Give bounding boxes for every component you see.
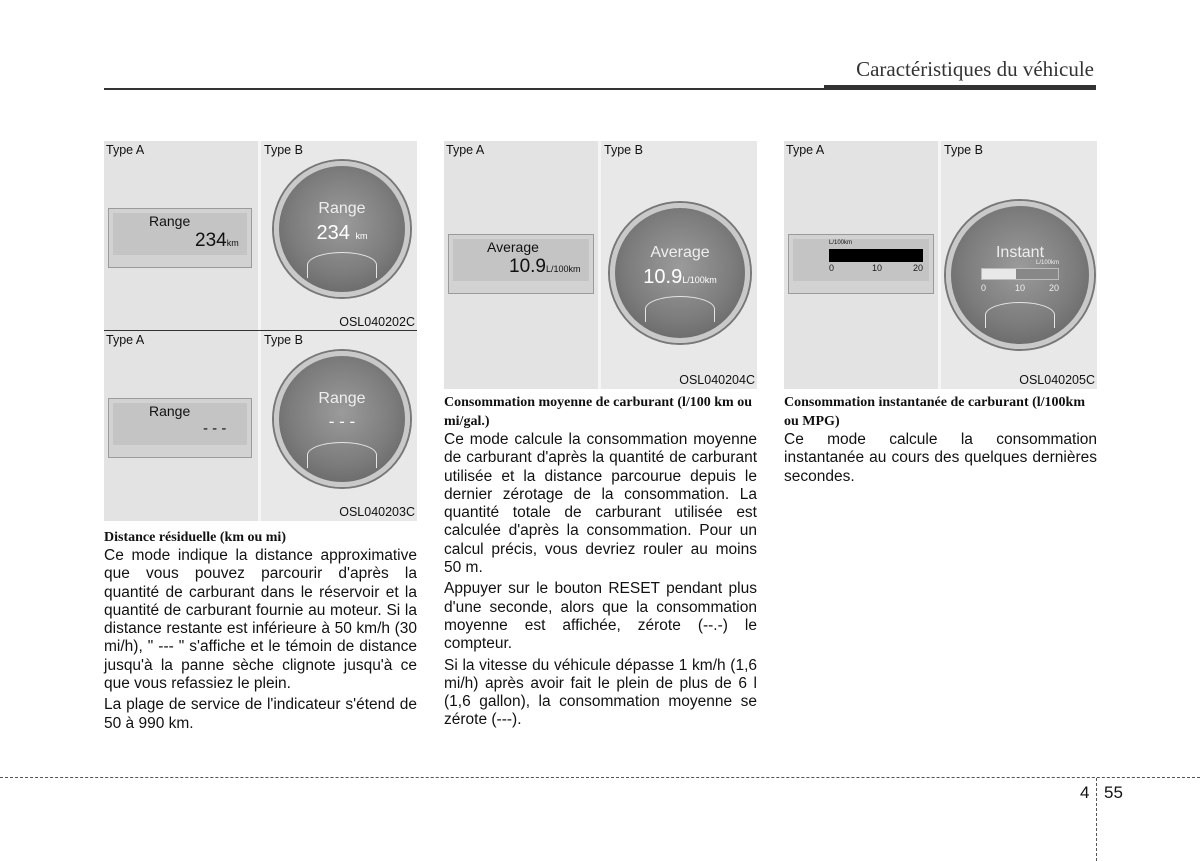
type-a-label: Type A <box>106 143 145 157</box>
figure-instant <box>784 141 1097 389</box>
dial-bar-fill <box>982 269 1016 279</box>
column-instant <box>784 141 1097 486</box>
figure-code: OSL040202C <box>339 315 415 329</box>
dial-gauge <box>610 203 750 343</box>
dial-arc <box>307 252 377 278</box>
section-average <box>444 393 757 730</box>
section-title: Consommation instantanée de carburant (l/100km ou MPG) <box>784 395 1086 429</box>
lcd-display <box>108 208 252 268</box>
chapter-number: 4 <box>1080 783 1090 802</box>
header-rule <box>104 88 1096 90</box>
type-a-label: Type A <box>106 333 145 347</box>
lcd-bar-track <box>829 249 923 262</box>
lcd-value: 234km <box>195 230 239 251</box>
footer-rule <box>0 777 1200 778</box>
lcd-tick: 20 <box>913 263 924 273</box>
dial-value: 234 km <box>316 222 368 244</box>
column-range <box>104 141 417 733</box>
lcd-bar-fill <box>829 249 923 262</box>
column-average <box>444 141 757 730</box>
paragraph: Ce mode indique la distance approximative que vous pouvez parcourir d'après la quantité de carburant dans le réservoir et la quantité de carburant fournie au moteur. Si la distance restante est inférieure à 50 km/h (30 mi/h), " --- " s'affiche et le témoin de distance jusqu'à la panne sèche clignote jusqu'à ce que vous refassiez le plein. <box>104 547 417 693</box>
figure-average <box>444 141 757 389</box>
lcd-value: - - - <box>203 420 227 437</box>
lcd-display <box>448 234 594 294</box>
section-range <box>104 528 417 733</box>
figure-range-km <box>104 141 417 331</box>
footer-vertical-rule <box>1096 778 1097 861</box>
type-a-label: Type A <box>786 143 825 157</box>
dial-gauge <box>274 351 410 487</box>
dial-title: Range <box>318 390 366 407</box>
paragraph: Si la vitesse du véhicule dépasse 1 km/h (1,6 mi/h) après avoir fait le plein de plus de 6 l (1,6 gallon), la consommation moyenne se zérote (---). <box>444 656 757 729</box>
lcd-title: Range <box>149 213 191 229</box>
figure-code: OSL040205C <box>1019 373 1095 387</box>
figure-code: OSL040203C <box>339 505 415 519</box>
dial-gauge <box>274 161 410 297</box>
dial-arc <box>985 302 1055 328</box>
paragraph: Ce mode calcule la consommation moyenne de carburant d'après la quantité de carburant utilisée et la distance parcourue depuis le dernier zérotage de la consommation. La quantité totale de carburant utilisée est calculée d'après la consommation. Pour un calcul précis, vous devriez rouler au moins 50 m. <box>444 431 757 577</box>
paragraph: Ce mode calcule la consommation instantanée au cours des quelques dernières secondes. <box>784 431 1097 485</box>
type-b-label: Type B <box>604 143 643 157</box>
dial-tick: 0 <box>981 283 987 293</box>
type-b-label: Type B <box>264 333 303 347</box>
lcd-unit: L/100km <box>829 240 853 246</box>
page-number: 55 <box>1104 783 1123 802</box>
lcd-value: 10.9L/100km <box>509 256 581 277</box>
type-b-label: Type B <box>264 143 303 157</box>
lcd-tick: 10 <box>872 263 883 273</box>
dial-arc <box>645 296 715 322</box>
paragraph: La plage de service de l'indicateur s'étend de 50 à 990 km. <box>104 696 417 732</box>
lcd-title: Range <box>149 403 191 419</box>
lcd-display <box>788 234 934 294</box>
dial-title: Instant <box>995 244 1045 261</box>
lcd-title: Average <box>487 239 539 255</box>
section-title: Consommation moyenne de carburant (l/100 km ou mi/gal.) <box>444 395 753 429</box>
section-title: Distance résiduelle (km ou mi) <box>104 530 286 545</box>
dial-tick: 10 <box>1015 283 1026 293</box>
dial-title: Average <box>650 244 710 261</box>
type-b-label: Type B <box>944 143 983 157</box>
dial-bar-track <box>981 268 1059 280</box>
figure-range-empty <box>104 331 417 521</box>
dial-arc <box>307 442 377 468</box>
running-header: Caractéristiques du véhicule <box>856 57 1094 81</box>
dial-value: - - - <box>328 412 356 431</box>
dial-value: 10.9L/100km <box>643 266 717 288</box>
dial-unit: L/100km <box>1035 260 1059 266</box>
figure-code: OSL040204C <box>679 373 755 387</box>
dial-tick: 20 <box>1049 283 1060 293</box>
dial-title: Range <box>318 200 366 217</box>
type-a-label: Type A <box>446 143 485 157</box>
paragraph: Appuyer sur le bouton RESET pendant plus d'une seconde, alors que la consommation moyenne est affichée, zérote (--.-) le compteur. <box>444 580 757 653</box>
lcd-display <box>108 398 252 458</box>
dial-gauge <box>946 201 1094 349</box>
section-instant <box>784 393 1097 486</box>
lcd-tick: 0 <box>829 263 835 273</box>
